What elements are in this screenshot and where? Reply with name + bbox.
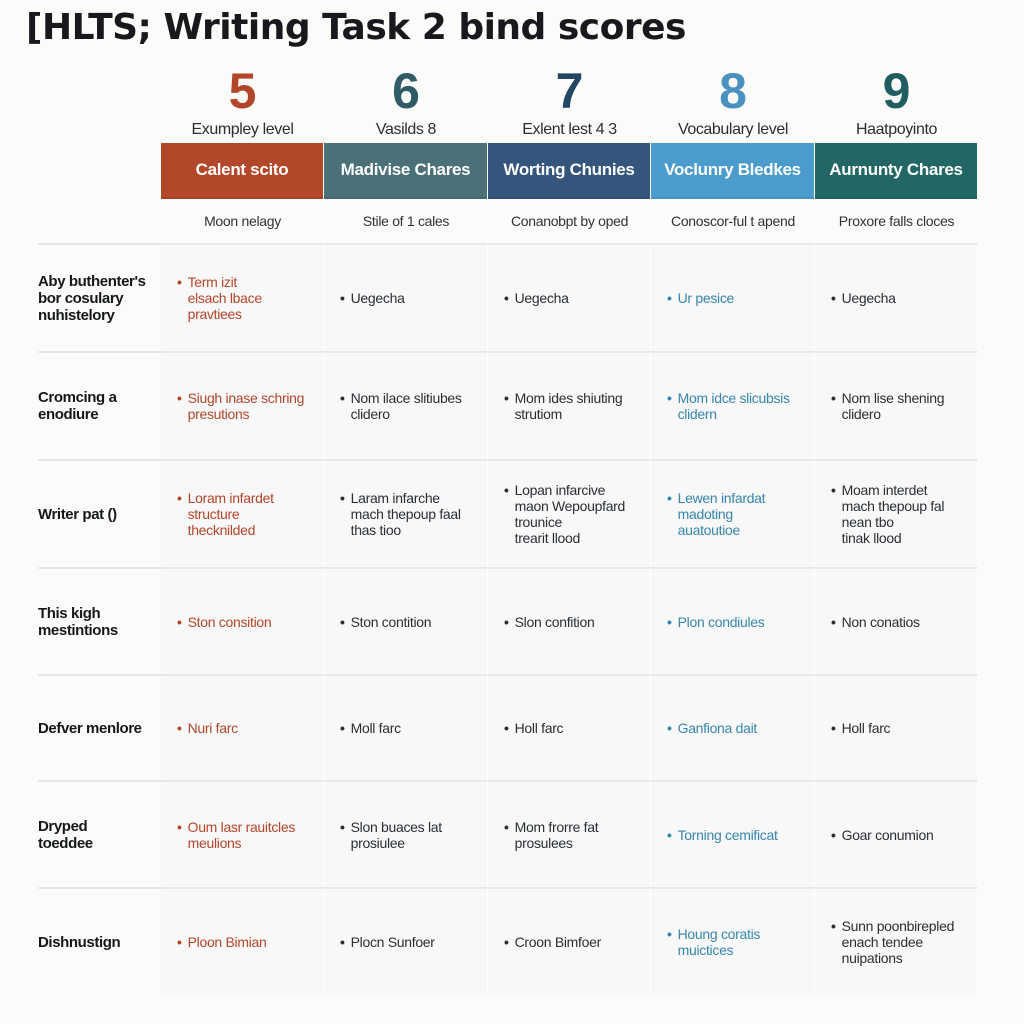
table-cell: • Ston consition (161, 567, 324, 674)
table-cell: • Uegecha (324, 243, 488, 351)
table-cell: • Sunn poonbirepled enach tendee nuipations (815, 887, 978, 995)
criterion-label: Dryped toeddee (38, 780, 161, 887)
table-cell: • Moll farc (324, 674, 488, 780)
table-cell: • Croon Bimfoer (488, 887, 651, 995)
band-header-9: Aurnunty Chares (815, 143, 977, 199)
band-score-9: 9 (882, 63, 911, 119)
table-cell: • Moam interdet mach thepoup fal nean tbo tinak llood (815, 459, 978, 567)
band-level-caption: Exumpley level (191, 120, 294, 138)
table-cell: • Slon buaces lat prosiulee (324, 780, 488, 887)
band-header-5: Calent scito (161, 143, 323, 199)
table-cell: • Laram infarche mach thepoup faal thas tioo (324, 459, 488, 567)
table-cell: • Mom frorre fat prosulees (488, 780, 651, 887)
table-cell: • Holl farc (815, 674, 978, 780)
criterion-label: Defver menlore (38, 674, 161, 780)
band-subheader: Conoscor-ful t apend (671, 213, 795, 229)
corner-spacer (38, 116, 161, 143)
table-cell: • Lewen infardat madoting auatoutioe (651, 459, 815, 567)
table-cell: • Oum lasr rauitcles meulions (161, 780, 324, 887)
table-cell: • Goar conumion (815, 780, 978, 887)
table-cell: • Uegecha (488, 243, 651, 351)
band-score-5: 5 (228, 63, 257, 119)
table-cell: • Term izit elsach lbace pravtiees (161, 243, 324, 351)
band-subheader: Stile of 1 cales (362, 213, 450, 229)
band-header-8: Voclunry Bledkes (651, 143, 814, 199)
table-cell: • Ploon Bimian (161, 887, 324, 995)
table-cell: • Torning cemificat (651, 780, 815, 887)
table-cell: • Nom lise shening clidero (815, 351, 978, 459)
band-score-6: 6 (392, 63, 420, 119)
table-cell: • Slon confition (488, 567, 651, 674)
criterion-label: Dishnustign (38, 887, 161, 995)
criterion-label: This kigh mestintions (38, 567, 161, 674)
table-cell: • Ur pesice (651, 243, 815, 351)
band-level-caption: Haatpoyinto (856, 120, 937, 138)
table-cell: • Houng coratis muictices (651, 887, 815, 995)
criterion-label: Writer pat () (38, 459, 161, 567)
table-cell: • Nom ilace slitiubes clidero (324, 351, 488, 459)
band-header-6: Madivise Chares (324, 143, 487, 199)
criterion-label: Aby buthenter's bor cosulary nuhistelory (38, 243, 161, 351)
band-score-7: 7 (555, 63, 584, 119)
table-cell: • Mom ides shiuting strutiom (488, 351, 651, 459)
band-subheader: Conanobpt by oped (510, 213, 629, 229)
table-cell: • Plon condiules (651, 567, 815, 674)
table-cell: • Nuri farc (161, 674, 324, 780)
band-score-table (38, 58, 978, 995)
table-cell: • Siugh inase schring presutions (161, 351, 324, 459)
band-level-caption: Exlent lest 4 3 (522, 120, 617, 138)
table-cell: • Holl farc (488, 674, 651, 780)
corner-spacer (38, 143, 161, 199)
criterion-label: Cromcing a enodiure (38, 351, 161, 459)
band-subheader: Moon nelagy (204, 213, 281, 229)
page-title: [HLTS; Writing Task 2 bind scores (26, 7, 686, 48)
band-header-7: Worting Chunies (488, 143, 650, 199)
table-cell: • Ston contition (324, 567, 488, 674)
table-cell: • Non conatios (815, 567, 978, 674)
table-cell: • Plocn Sunfoer (324, 887, 488, 995)
table-cell: • Uegecha (815, 243, 978, 351)
corner-spacer (38, 199, 161, 243)
band-subheader: Proxore falls cloces (838, 213, 955, 229)
band-level-caption: Vocabulary level (677, 120, 789, 138)
corner-spacer (38, 58, 161, 116)
band-score-8: 8 (719, 63, 747, 119)
table-cell: • Lopan infarcive maon Wepoupfard trounice trearit llood (488, 459, 651, 567)
table-cell: • Mom idce slicubsis clidern (651, 351, 815, 459)
table-cell: • Loram infardet structure thecknilded (161, 459, 324, 567)
table-cell: • Ganfiona dait (651, 674, 815, 780)
band-level-caption: Vasilds 8 (375, 120, 437, 138)
